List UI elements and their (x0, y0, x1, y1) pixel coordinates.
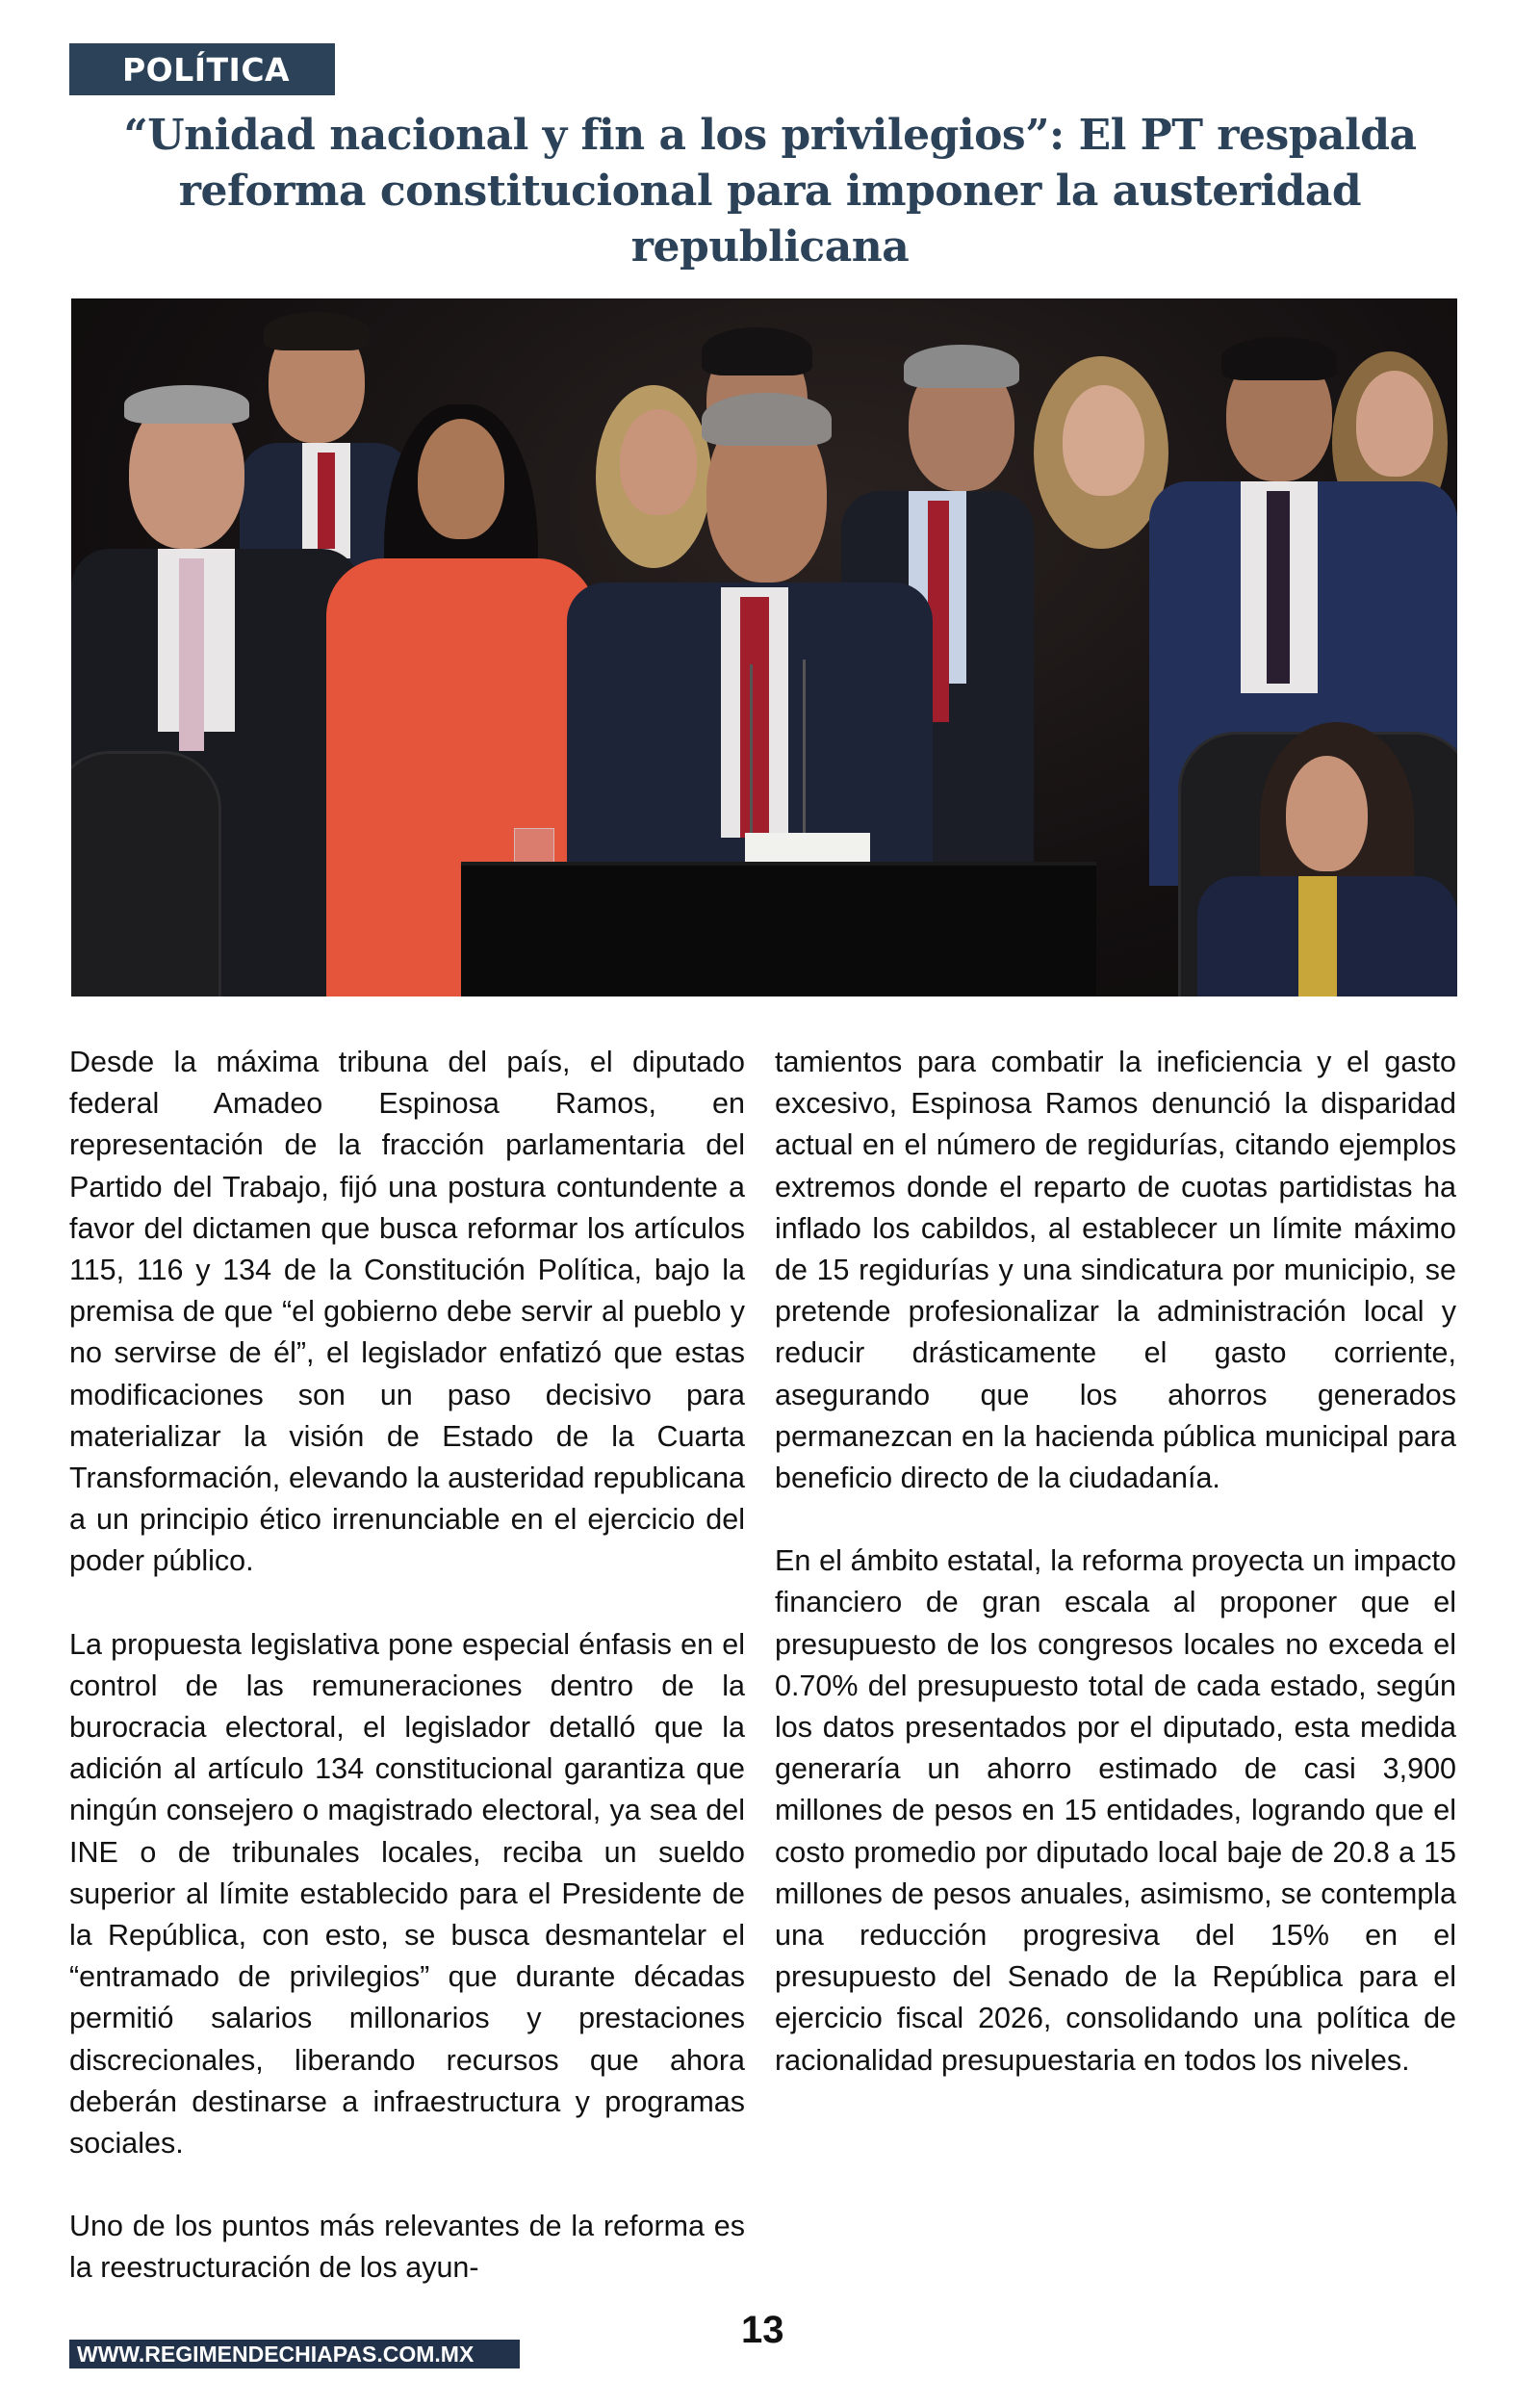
headline-line-2: reforma constitucional para imponer la austeridad (178, 167, 1362, 216)
page-number: 13 (741, 2309, 784, 2351)
article-paragraph: En el ámbito estatal, la reforma proyecta un impacto financiero de gran escala al proponer que el presupuesto de los congresos locales no exceda el 0.70% del presupuesto total de cada estado, según los datos presentados por el diputado, esta medida generaría un ahorro estimado de casi 3,900 millones de pesos en 15 entidades, logrando que el costo promedio por diputado local baje de 20.8 a 15 millones de pesos anuales, asimismo, se contempla una reducción progresiva del 15% en el presupuesto del Senado de la República para el ejercicio fiscal 2026, consolidando una política de racionalidad presupuestaria en todos los niveles. (775, 1544, 1456, 2077)
photo-paper (745, 833, 870, 862)
article-paragraph: La propuesta legislativa pone especial énfasis en el control de las remuneraciones dentro de la burocracia electoral, el legislador detalló que la adición al artículo 134 constitucional garantiza que ningún consejero o magistrado electoral, ya sea del INE o de tribunales locales, reciba un sueldo superior al límite establecido para el Presidente de la República, con esto, se busca desmantelar el “entramado de privilegios” que durante décadas permitió salarios millonarios y prestaciones discrecionales, liberando recursos que ahora deberán destinarse a infraestructura y programas sociales. (69, 1627, 745, 2161)
headline (87, 108, 1453, 275)
article-paragraph: Uno de los puntos más relevantes de la reforma es la reestructuración de los ayun- (69, 2210, 745, 2285)
article-column-right (775, 1042, 1456, 2123)
article-column-left (69, 1042, 745, 2331)
article-photo (71, 298, 1457, 996)
footer-website-link[interactable] (69, 2340, 520, 2368)
photo-microphone-left (750, 664, 753, 857)
section-tag (69, 43, 335, 95)
headline-line-1: “Unidad nacional y fin a los privilegios”: El PT respalda (123, 111, 1417, 160)
article-paragraph: Desde la máxima tribuna del país, el diputado federal Amadeo Espinosa Ramos, en representación de la fracción parlamentaria del Partido del Trabajo, fijó una postura contundente a favor del dictamen que busca reformar los artículos 115, 116 y 134 de la Constitución Política, bajo la premisa de que “el gobierno debe servir al pueblo y no servirse de él”, el legislador enfatizó que estas modificaciones son un paso decisivo para materializar la visión de Estado de la Cuarta Transformación, elevando la austeridad republicana a un principio ético irrenunciable en el ejercicio del poder público. (69, 1046, 745, 1578)
section-label: POLÍTICA (122, 50, 291, 89)
footer-website-text: WWW.REGIMENDECHIAPAS.COM.MX (77, 2341, 475, 2367)
photo-microphone-right (803, 660, 806, 857)
headline-line-3: republicana (630, 222, 910, 272)
article-paragraph: tamientos para combatir la ineficiencia y el gasto excesivo, Espinosa Ramos denunció la disparidad actual en el número de regidurías, citando ejemplos extremos donde el reparto de cuotas partidistas ha inflado los cabildos, al establecer un límite máximo de 15 regidurías y una sindicatura por municipio, se pretende profesionalizar la administración local y reducir drásticamente el gasto corriente, asegurando que los ahorros generados permanezcan en la hacienda pública municipal para beneficio directo de la ciudadanía. (775, 1046, 1456, 1495)
photo-chair-left (71, 751, 221, 996)
photo-podium (461, 862, 1096, 996)
